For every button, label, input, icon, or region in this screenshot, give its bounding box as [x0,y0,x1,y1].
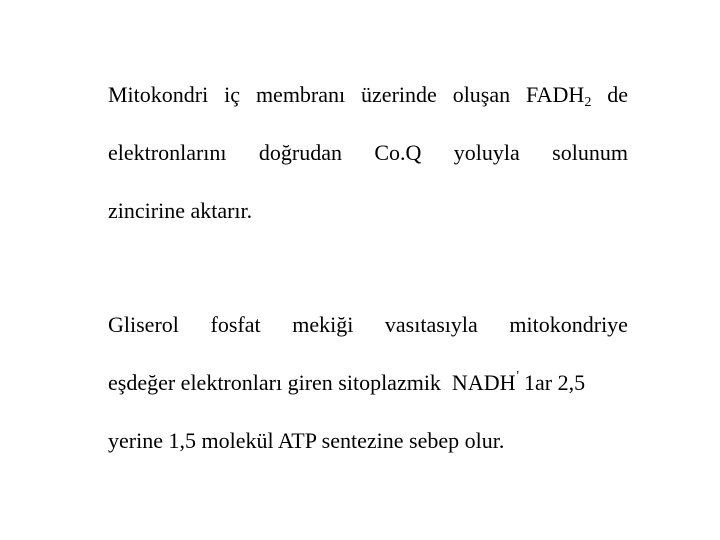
word: Gliserol [108,312,179,337]
line-text: eşdeğer elektronları giren sitoplazmik NADH [108,370,516,395]
word: mekiği [292,312,354,337]
fadh-subscript: 2 [584,95,592,110]
word: doğrudan [258,140,342,165]
word: mitokondriye [509,312,628,337]
word: fosfat [210,312,261,337]
word: iç [224,82,241,107]
paragraph1-line2 [108,140,628,166]
line-text-end: 1ar 2,5 [524,370,586,395]
word: de [607,82,628,107]
word: yoluyla [453,140,520,165]
word: solunum [552,140,628,165]
fadh-text: FADH [526,82,585,107]
fadh2-term [526,82,591,108]
paragraph1-line1 [108,82,628,108]
word: elektronlarını [108,140,227,165]
apostrophe-mark: ' [516,369,520,384]
paragraph2-line2 [108,370,628,400]
word: membranı [255,82,346,107]
paragraph2-line3: yerine 1,5 molekül ATP sentezine sebep olur. [108,428,505,453]
paragraph2-line1 [108,312,628,338]
paragraph1-line3: zincirine aktarır. [108,198,253,223]
word: Co.Q [374,140,422,165]
word: vasıtasıyla [384,312,478,337]
word: Mitokondri [108,82,209,107]
word: oluşan [452,82,511,107]
word: üzerinde [361,82,437,107]
